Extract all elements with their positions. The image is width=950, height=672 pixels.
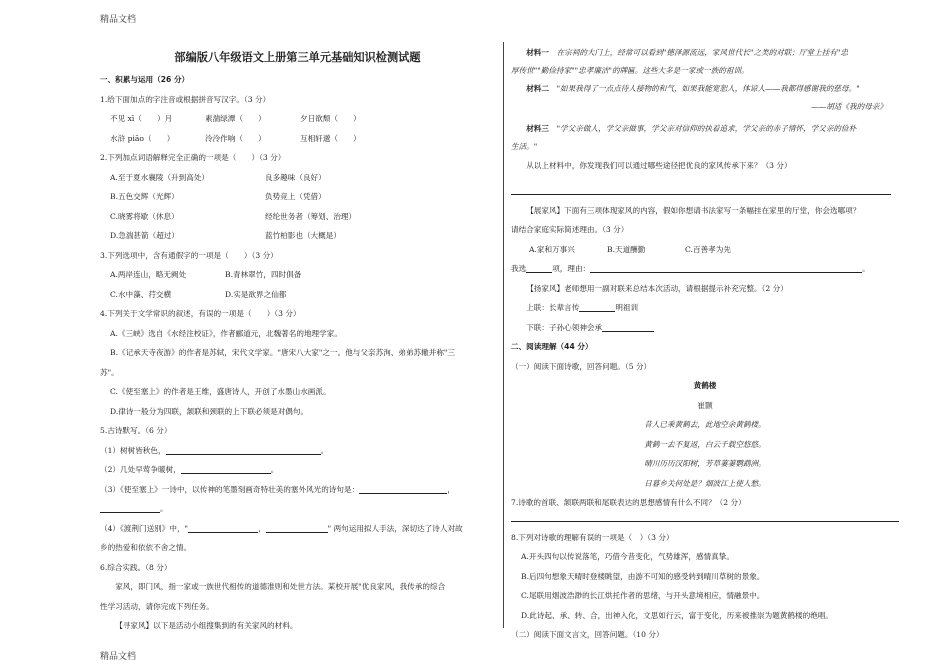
q4-option-c: C.《使至塞上》的作者是王维，盛唐诗人，开创了水墨山水画派。 <box>110 387 331 396</box>
q2-option-row <box>100 207 495 227</box>
poem-line: 日暮乡关何处是？烟波江上使人愁。 <box>644 478 766 488</box>
q5-item-4-text-2: " 两句运用拟人手法，深切达了诗人对故 <box>327 523 463 533</box>
material-3-text: "学父亲做人，学父亲做事，学父亲对信仰的执着追求，学父亲的赤子情怀，学父亲的俭朴 <box>556 124 857 133</box>
material-1-text: 在宗祠的大门上，经常可以看到"德泽源流远，家风世代长"之类的对联；厅堂上挂有"忠 <box>556 48 849 57</box>
task-show-options <box>511 240 899 260</box>
poem-title: 黄鹤楼 <box>693 381 717 390</box>
task-promote: 【扬家风】老师想用一副对联来总结本次活动，请根据提示补充完整。（2 分） <box>526 283 788 293</box>
answer-line[interactable] <box>511 180 891 195</box>
answer-blank[interactable] <box>590 261 862 273</box>
q6-task-find: 【寻家风】以下是活动小组搜集到的有关家风的材料。 <box>115 621 298 630</box>
question-3: 3.下列选项中，含有通假字的一项是（ ）（3 分） <box>100 250 278 260</box>
q5-item-3-text: （3）《使至塞上》一诗中，以传神的笔墨刻画奇特壮美的塞外风光的诗句是： <box>100 484 360 494</box>
q2-option-row <box>100 168 495 188</box>
reading-1-heading: （一）阅读下面诗歌，回答问题。（5 分） <box>511 361 652 371</box>
q5-item-2: （2）几处早莺争暖树， 。 <box>100 460 495 480</box>
q1-item: 互相轩邈（ ） <box>300 133 361 143</box>
show-option: A.家和万事兴 <box>529 244 575 254</box>
q3-option: D.实是欲界之仙都 <box>225 289 287 299</box>
q3-option: A.两岸连山，略无阙处 <box>110 270 187 279</box>
column-divider <box>503 42 504 628</box>
answer-blank[interactable] <box>579 300 615 312</box>
couplet-lower-text: 下联：子孙心领神会承 <box>526 322 603 332</box>
section-1-heading: 一、积累与运用（26 分） <box>100 75 190 84</box>
poem-line: 晴川历历汉阳树，芳草萋萋鹦鹉洲。 <box>644 459 766 468</box>
page-footer: 精品文档 <box>100 652 137 662</box>
q3-option: B.青林翠竹，四时俱备 <box>225 270 302 279</box>
q5-item-1: （1）树树皆秋色， 。 <box>100 441 495 461</box>
material-3-cont: 生活。" <box>511 142 538 151</box>
question-2: 2.下列加点词语解释完全正确的一项是（ ）（3 分） <box>100 153 286 162</box>
answer-blank[interactable] <box>526 261 552 273</box>
q2-option-row <box>100 226 495 246</box>
right-column <box>511 44 899 645</box>
answer-blank[interactable] <box>100 501 160 513</box>
q2-option: 蓝竹柏影也（大概是） <box>265 231 341 240</box>
q4-option-b-cont: 苏"。 <box>100 367 119 377</box>
couplet-upper-text: 上联：长辈言传 <box>526 303 580 312</box>
q4-option-d: D.律诗一般分为四联，颔联和颈联的上下联必须是对偶句。 <box>110 406 309 416</box>
material-3 <box>511 120 899 138</box>
show-option: B.天道酬勤 <box>607 244 646 254</box>
q5-item-4-text: （4）《渡荆门送别》中，" <box>100 523 189 533</box>
answer-line[interactable] <box>511 513 899 522</box>
question-1: 1.给下面加点的字注音或根据拼音写汉字。（3 分） <box>100 94 271 104</box>
q1-row-2 <box>100 129 495 149</box>
answer-blank[interactable] <box>188 521 258 533</box>
answer-blank[interactable] <box>602 320 654 332</box>
material-2-source: ——胡适《我的母亲》 <box>811 102 887 111</box>
answer-blank[interactable] <box>166 443 321 455</box>
material-2-text: "如果我得了一点点待人接物的和气，如果我能宽恕人，体谅人——我都得感谢我的慈母。" <box>556 84 860 93</box>
material-3-label: 材料三 <box>526 124 549 133</box>
answer-blank[interactable] <box>181 462 271 474</box>
poem-line: 昔人已乘黄鹤去，此地空余黄鹤楼。 <box>644 420 766 429</box>
q5-item-1-text: （1）树树皆秋色， <box>100 445 166 455</box>
q5-item-4 <box>100 519 495 539</box>
couplet-upper-text-2: 明祖训 <box>615 303 639 312</box>
q5-item-3: （3）《使至塞上》一诗中，以传神的笔墨刻画奇特壮美的塞外风光的诗句是： ， <box>100 480 495 500</box>
material-1 <box>511 44 899 62</box>
question-8: 8.下列对诗歌的理解有误的一项是（ ）（3 分） <box>511 532 674 542</box>
q4-option-a: A.《三峡》选自《水经注校证》，作者郦道元，北魏著名的地理学家。 <box>110 328 342 338</box>
q5-item-4-comma: ， <box>258 523 266 533</box>
q1-item: 夕日欲颓（ ） <box>300 114 361 123</box>
q2-option: A.至于夏水襄陵（升到高处） <box>110 172 210 182</box>
material-1-label: 材料一 <box>526 48 549 57</box>
answer-blank[interactable] <box>266 521 328 533</box>
couplet-upper <box>511 298 899 318</box>
q8-option-b: B.后四句想象天晴时登楼眺望，由游不可知的感受转到晴川草树的景象。 <box>521 571 765 581</box>
q3-option-row <box>100 265 495 285</box>
answer-blank[interactable] <box>359 482 447 494</box>
choose-label: 我选 <box>511 264 527 273</box>
q2-option: 良多趣味（良好） <box>265 172 326 182</box>
q8-option-a: A.开头四句以传说落笔，巧借今昔变化，气势雄浑，感情真挚。 <box>521 552 734 561</box>
question-7: 7.诗歌的首联、颔联两联和尾联表达的思想感情有什么不同？（2 分） <box>511 498 746 507</box>
page-header: 精品文档 <box>100 15 137 25</box>
poem-line: 黄鹤一去不复返，白云千载空悠悠。 <box>644 439 766 449</box>
question-5: 5.古诗默写。（6 分） <box>100 426 172 435</box>
task-show-cont: 请结合家庭实际简述理由。（3 分） <box>511 225 629 234</box>
q1-row-1 <box>100 109 495 129</box>
reading-2-heading: （二）阅读下面文言文，回答问题。（10 分） <box>511 630 664 639</box>
q1-item: 不见 xī（ ）月 <box>110 114 173 123</box>
q2-option-row <box>100 187 495 207</box>
q1-item: 水浒 piāo（ ） <box>110 133 175 143</box>
q4-option-b: B.《记承天寺夜游》的作者是苏轼，宋代文学家。"唐宋八大家"之一。他与父亲苏洵、弟弟苏辙并称"三 <box>110 348 455 357</box>
poem-author: 崔颢 <box>697 400 713 410</box>
material-2 <box>511 80 899 98</box>
choose-line: 我选 项，理由： 。 <box>511 259 899 279</box>
q5-item-3-cont: 。 <box>100 499 495 519</box>
material-1-cont: 厚传世""勤俭持家""忠孝廉洁"的牌匾。这些大多是一家或一族的祖训。 <box>511 66 749 75</box>
q2-option: B.五色交辉（光辉） <box>110 192 179 201</box>
page-title: 部编版八年级语文上册第三单元基础知识检测试题 <box>174 50 421 64</box>
q2-option: C.晓雾将歇（休息） <box>110 211 179 221</box>
section-2-heading: 二、阅读理解（44 分） <box>511 342 593 351</box>
q2-option: 负势竞上（凭借） <box>265 192 326 201</box>
q6-paragraph: 家风，即门风，指一家或一族世代相传的道德准则和处世方法。某校开展"优良家风，我传承的综合 <box>115 582 446 591</box>
show-option: C.百善孝为先 <box>685 244 731 254</box>
q8-option-c: C.尾联用烟波浩渺的长江烘托作者的思绪，与开头意境相应，情融景中。 <box>521 591 765 600</box>
material-question: 从以上材料中，你发现我们可以通过哪些途径把优良的家风传承下来？（3 分） <box>526 161 792 170</box>
question-6: 6.综合实践。（8 分） <box>100 562 172 572</box>
q3-option: C.水中藻、荇交横 <box>110 289 172 299</box>
left-column <box>100 46 495 636</box>
q2-option: D.急湍甚箭（超过） <box>110 231 179 240</box>
q3-option-row <box>100 285 495 305</box>
couplet-lower <box>511 318 899 338</box>
reason-label: 项，理由： <box>552 264 591 273</box>
q5-item-4-cont: 乡的热爱和依依不舍之情。 <box>100 543 192 552</box>
q6-paragraph-cont: 性学习活动，请你完成下列任务。 <box>100 601 214 611</box>
task-show: 【展家风】下面有三项体现家风的内容，假如你想请书法家写一条幅挂在家里的厅堂，你会选哪项？ <box>526 205 861 215</box>
q8-option-d: D.此诗起、承、转、合，出神入化，文思如行云，富于变化，历来被推崇为题黄鹤楼的绝唱。 <box>521 610 833 620</box>
q5-item-2-text: （2）几处早莺争暖树， <box>100 465 181 474</box>
q2-option: 经纶世务者（筹划、治理） <box>265 211 357 221</box>
material-2-label: 材料二 <box>526 84 549 93</box>
q1-item: 泠泠作响（ ） <box>205 133 266 143</box>
question-4: 4.下列关于文学常识的叙述，有误的一项是（ ）（3 分） <box>100 309 301 318</box>
q1-item: 素湍绿潭（ ） <box>205 114 266 123</box>
